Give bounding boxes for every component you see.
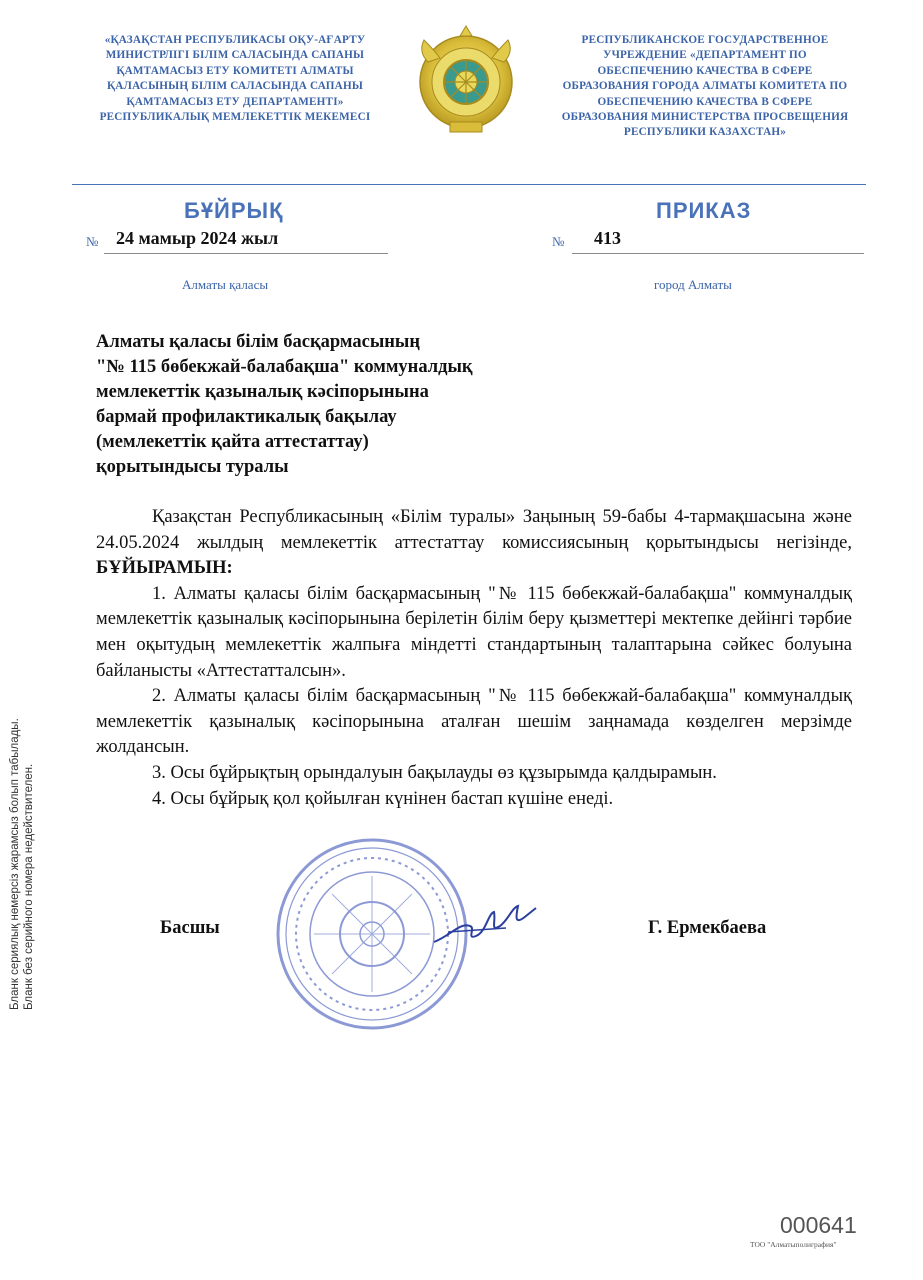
header-kz-line: ҚАМТАМАСЫЗ ЕТУ КОМИТЕТІ АЛМАТЫ (116, 64, 354, 77)
order-item-1: 1. Алматы қаласы білім басқармасының "№ 115 бөбекжай-балабақша" коммуналдық мемлекеттік қазыналық кәсіпорынына берілетін білім беру қызметтері мектепке дейінгі тәрбие мен оқытудың мемлекеттік жалпыға міндетті стандартының талаптарына сәйкес болуына байланысты «Аттестатталсын». (96, 583, 852, 681)
order-item-3: 3. Осы бұйрықтың орындалуын бақылауды өз құзырымда қалдырамын. (152, 762, 717, 783)
header-kz-line: ҚАМТАМАСЫЗ ЕТУ ДЕПАРТАМЕНТІ» (126, 95, 344, 108)
header-kz-organization (70, 33, 400, 125)
order-item-2: 2. Алматы қаласы білім басқармасының "№ 115 бөбекжай-балабақша" коммуналдық мемлекеттік қазыналық кәсіпорынына аталған шешім заңнамада көзделген мерзімде жолдансын. (96, 686, 852, 758)
city-kz: Алматы қаласы (182, 277, 269, 292)
title-line: Алматы қаласы білім басқармасының (96, 332, 421, 352)
header-kz-line: РЕСПУБЛИКАЛЫҚ МЕМЛЕКЕТТІК МЕКЕМЕСІ (99, 111, 371, 124)
title-line: мемлекеттік қазыналық кәсіпорынына (96, 382, 429, 402)
header-ru-line: ОБРАЗОВАНИЯ МИНИСТЕРСТВА ПРОСВЕЩЕНИЯ (561, 111, 849, 124)
side-note-line: Бланк сериялық нөмерсіз жарамсыз болып табылады. (9, 718, 21, 1010)
header-ru-line: РЕСПУБЛИКАНСКОЕ ГОСУДАРСТВЕННОЕ (581, 34, 829, 46)
title-line: бармай профилактикалық бақылау (96, 407, 397, 427)
date-underline (104, 253, 388, 254)
intro-paragraph (96, 505, 852, 582)
header-ru-line: ОБРАЗОВАНИЯ ГОРОДА АЛМАТЫ КОМИТЕТА ПО (562, 80, 848, 93)
signatory-role: Басшы (160, 918, 220, 938)
order-title (96, 330, 616, 480)
title-line: "№ 115 бөбекжай-балабақша" коммуналдық (96, 357, 473, 377)
state-emblem-icon (410, 22, 522, 138)
side-note-line: Бланк без серийного номера недействителен. (23, 763, 35, 1010)
number-underline (572, 253, 864, 254)
side-note-text (8, 718, 36, 1010)
signatory-name: Г. Ермекбаева (648, 918, 767, 938)
blank-serial-number: 000641 (780, 1212, 857, 1238)
header-ru-line: УЧРЕЖДЕНИЕ «ДЕПАРТАМЕНТ ПО (603, 49, 807, 62)
title-line: (мемлекеттік қайта аттестаттау) (96, 432, 369, 452)
printer-imprint: ТОО "Алматыполиграфия" (750, 1240, 837, 1249)
city-ru: город Алматы (654, 277, 732, 292)
header-kz-line: МИНИСТРЛІГІ БІЛІМ САЛАСЫНДА САПАНЫ (105, 49, 365, 62)
header-ru-line: ОБЕСПЕЧЕНИЮ КАЧЕСТВА В СФЕРЕ (597, 64, 813, 77)
header-ru-organization (530, 33, 880, 141)
order-body (96, 505, 852, 812)
title-line: қорытындысы туралы (96, 457, 289, 477)
intro-text: Қазақстан Республикасының «Білім туралы» Заңының 59-бабы 4-тармақшасына және 24.05.2024 жылдың мемлекеттік аттестаттау комиссиясының қорытындысы негізінде, (96, 507, 852, 553)
intro-directive: БҰЙЫРАМЫН: (96, 558, 233, 579)
doc-type-ru: ПРИКАЗ (656, 198, 752, 223)
doc-type-kz: БҰЙРЫҚ (184, 198, 284, 223)
order-item-4: 4. Осы бұйрық қол қойылған күнінен бастап күшіне енеді. (152, 788, 614, 809)
header-ru-line: РЕСПУБЛИКИ КАЗАХСТАН» (623, 126, 787, 139)
header-kz-line: ҚАЛАСЫНЫҢ БІЛІМ САЛАСЫНДА САПАНЫ (106, 80, 364, 93)
order-number: 413 (594, 228, 621, 248)
number-mark-right: № (552, 234, 565, 249)
header-ru-line: ОБЕСПЕЧЕНИЮ КАЧЕСТВА В СФЕРЕ (597, 95, 813, 108)
order-date: 24 мамыр 2024 жыл (116, 228, 279, 248)
number-mark-left: № (86, 234, 99, 249)
header-kz-line: «ҚАЗАҚСТАН РЕСПУБЛИКАСЫ ОҚУ-АҒАРТУ (104, 34, 366, 46)
header-divider (72, 184, 866, 185)
handwritten-signature-icon (430, 892, 540, 952)
